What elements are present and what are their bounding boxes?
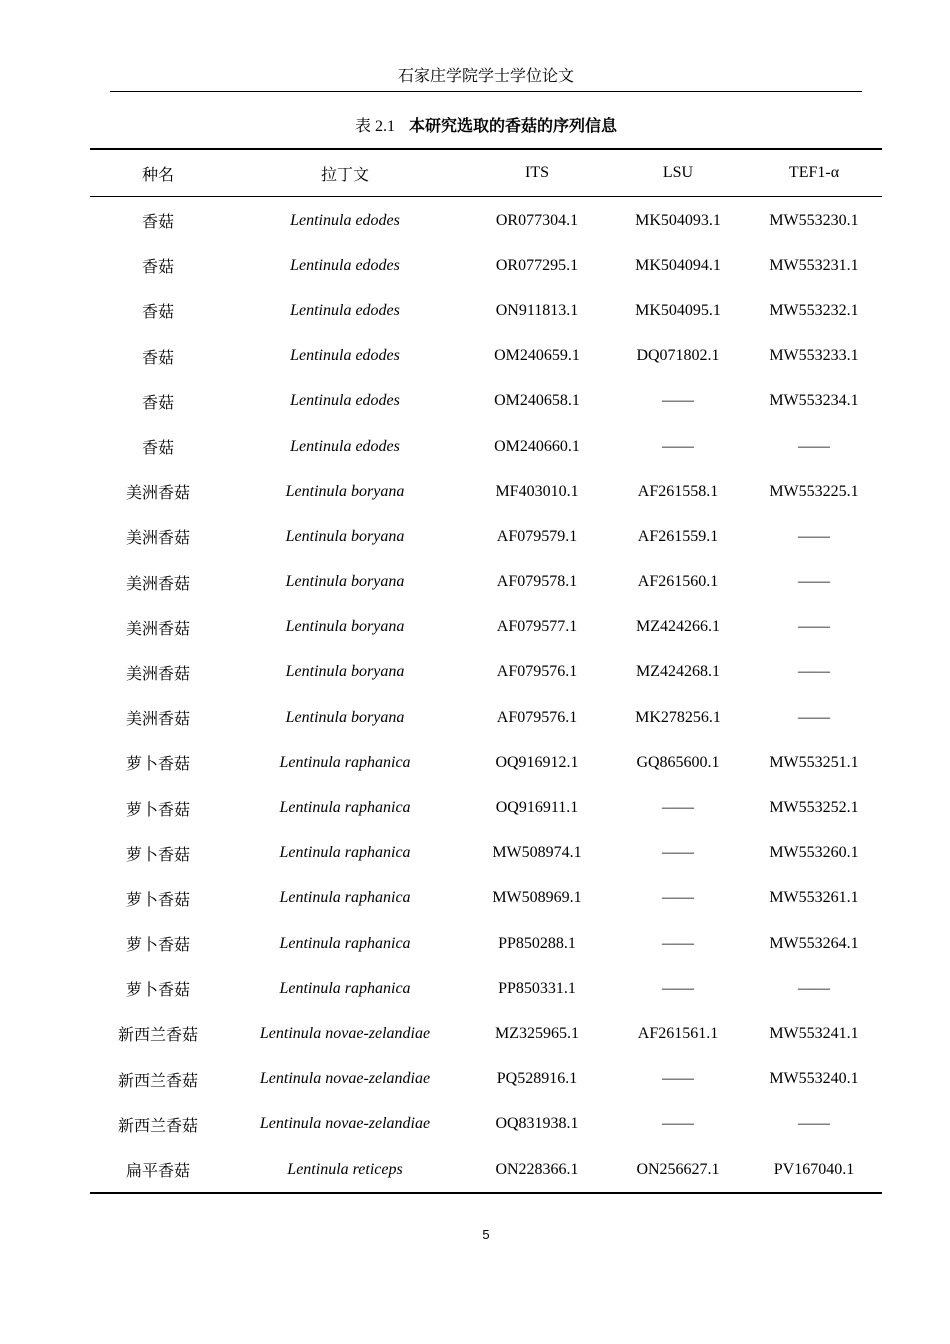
table-row	[90, 650, 882, 695]
its-cell: PP850288.1	[498, 934, 576, 952]
latin-name-cell: Lentinula edodes	[290, 256, 400, 274]
lsu-cell: AF261561.1	[637, 1024, 719, 1042]
latin-name-cell: Lentinula boryana	[285, 708, 405, 726]
tef1-cell: MW553225.1	[769, 482, 859, 500]
lsu-cell: ——	[662, 437, 694, 455]
tef1-cell: MW553232.1	[769, 301, 859, 319]
lsu-cell: MK278256.1	[635, 708, 721, 726]
table-row	[90, 334, 882, 379]
species-cell: 香菇	[141, 259, 174, 277]
its-cell: OM240659.1	[494, 347, 580, 365]
species-cell: 萝卜香菇	[125, 801, 190, 819]
tef1-cell: MW553251.1	[769, 753, 859, 771]
lsu-cell: ——	[662, 392, 694, 410]
lsu-cell: ON256627.1	[636, 1160, 720, 1178]
table-row	[90, 695, 882, 740]
latin-name-cell: Lentinula raphanica	[279, 799, 411, 817]
column-header-lsu: LSU	[610, 149, 746, 197]
lsu-cell: ——	[662, 1070, 694, 1088]
lsu-cell: ——	[662, 844, 694, 862]
its-cell: AF079576.1	[496, 708, 578, 726]
column-header-tef1: TEF1-α	[746, 149, 882, 197]
table-row	[90, 379, 882, 424]
species-cell: 美洲香菇	[125, 665, 190, 683]
latin-name-cell: Lentinula reticeps	[287, 1160, 403, 1178]
latin-name-cell: Lentinula edodes	[290, 211, 400, 229]
latin-name-cell: Lentinula raphanica	[279, 979, 411, 997]
page-header-title: 石家庄学院学士学位论文	[397, 68, 574, 85]
its-cell: ON911813.1	[495, 301, 579, 319]
species-cell: 美洲香菇	[125, 485, 190, 503]
latin-name-cell: Lentinula raphanica	[279, 934, 411, 952]
its-cell: PQ528916.1	[496, 1070, 578, 1088]
lsu-cell: MZ424266.1	[636, 618, 720, 636]
species-cell: 新西兰香菇	[117, 1072, 198, 1090]
latin-name-cell: Lentinula edodes	[290, 301, 400, 319]
tef1-cell: ——	[798, 437, 830, 455]
table-row	[90, 514, 882, 559]
table-row	[90, 921, 882, 966]
latin-name-cell: Lentinula boryana	[285, 663, 405, 681]
lsu-cell: ——	[662, 979, 694, 997]
tef1-cell: PV167040.1	[773, 1160, 855, 1178]
its-cell: OM240660.1	[494, 437, 580, 455]
table-row	[90, 605, 882, 650]
species-cell: 萝卜香菇	[125, 846, 190, 864]
its-cell: MW508969.1	[492, 889, 582, 907]
table-body	[90, 197, 882, 1194]
its-cell: AF079578.1	[496, 573, 578, 591]
species-cell: 美洲香菇	[125, 620, 190, 638]
latin-name-cell: Lentinula raphanica	[279, 889, 411, 907]
its-cell: MF403010.1	[495, 482, 579, 500]
its-cell: AF079576.1	[496, 663, 578, 681]
lsu-cell: DQ071802.1	[636, 347, 720, 365]
lsu-cell: AF261559.1	[637, 527, 719, 545]
lsu-cell: MK504094.1	[635, 256, 721, 274]
its-cell: OQ916912.1	[495, 753, 579, 771]
column-header-latin: 拉丁文	[226, 149, 464, 197]
tef1-cell: MW553261.1	[769, 889, 859, 907]
species-cell: 新西兰香菇	[117, 1027, 198, 1045]
latin-name-cell: Lentinula edodes	[290, 347, 400, 365]
latin-name-cell: Lentinula edodes	[290, 392, 400, 410]
lsu-cell: AF261560.1	[637, 573, 719, 591]
table-caption	[90, 114, 882, 139]
column-header-species: 种名	[90, 149, 226, 197]
table-row	[90, 560, 882, 605]
table-row	[90, 197, 882, 244]
species-cell: 萝卜香菇	[125, 937, 190, 955]
tef1-cell: MW553240.1	[769, 1070, 859, 1088]
lsu-cell: AF261558.1	[637, 482, 719, 500]
table-caption-number: 表 2.1	[354, 118, 395, 135]
table-row	[90, 740, 882, 785]
tef1-cell: MW553264.1	[769, 934, 859, 952]
its-cell: AF079579.1	[496, 527, 578, 545]
lsu-cell: GQ865600.1	[636, 753, 720, 771]
latin-name-cell: Lentinula boryana	[285, 618, 405, 636]
tef1-cell: MW553230.1	[769, 211, 859, 229]
its-cell: OQ831938.1	[495, 1115, 579, 1133]
table-row	[90, 1057, 882, 1102]
table-row	[90, 424, 882, 469]
tef1-cell: ——	[798, 979, 830, 997]
table-row	[90, 1147, 882, 1193]
sequence-table	[90, 148, 882, 1194]
its-cell: OR077304.1	[495, 211, 579, 229]
tef1-cell: ——	[798, 573, 830, 591]
table-row	[90, 966, 882, 1011]
lsu-cell: MK504093.1	[635, 211, 721, 229]
latin-name-cell: Lentinula novae-zelandiae	[259, 1070, 431, 1088]
lsu-cell: ——	[662, 889, 694, 907]
its-cell: OR077295.1	[495, 256, 579, 274]
latin-name-cell: Lentinula raphanica	[279, 844, 411, 862]
lsu-cell: ——	[662, 1115, 694, 1133]
latin-name-cell: Lentinula edodes	[290, 437, 400, 455]
tef1-cell: ——	[798, 618, 830, 636]
species-cell: 香菇	[141, 394, 174, 412]
table-row	[90, 243, 882, 288]
latin-name-cell: Lentinula raphanica	[279, 753, 411, 771]
tef1-cell: MW553241.1	[769, 1024, 859, 1042]
column-header-its: ITS	[464, 149, 610, 197]
its-cell: PP850331.1	[498, 979, 576, 997]
its-cell: MW508974.1	[492, 844, 582, 862]
tef1-cell: MW553231.1	[769, 256, 859, 274]
species-cell: 香菇	[141, 304, 174, 322]
table-row	[90, 876, 882, 921]
latin-name-cell: Lentinula boryana	[285, 527, 405, 545]
header-divider	[110, 91, 862, 92]
tef1-cell: ——	[798, 708, 830, 726]
table-header-row	[90, 149, 882, 197]
its-cell: AF079577.1	[496, 618, 578, 636]
table-row	[90, 831, 882, 876]
its-cell: MZ325965.1	[495, 1024, 579, 1042]
species-cell: 扁平香菇	[125, 1163, 190, 1181]
page-number: 5	[482, 1227, 490, 1242]
latin-name-cell: Lentinula novae-zelandiae	[259, 1115, 431, 1133]
table-row	[90, 1102, 882, 1147]
table-row	[90, 288, 882, 333]
lsu-cell: ——	[662, 934, 694, 952]
species-cell: 美洲香菇	[125, 711, 190, 729]
tef1-cell: MW553260.1	[769, 844, 859, 862]
latin-name-cell: Lentinula boryana	[285, 573, 405, 591]
species-cell: 美洲香菇	[125, 530, 190, 548]
latin-name-cell: Lentinula boryana	[285, 482, 405, 500]
its-cell: ON228366.1	[495, 1160, 579, 1178]
species-cell: 萝卜香菇	[125, 756, 190, 774]
table-caption-title: 本研究选取的香菇的序列信息	[409, 116, 618, 135]
tef1-cell: ——	[798, 1115, 830, 1133]
latin-name-cell: Lentinula novae-zelandiae	[259, 1024, 431, 1042]
species-cell: 萝卜香菇	[125, 982, 190, 1000]
tef1-cell: MW553234.1	[769, 392, 859, 410]
its-cell: OQ916911.1	[495, 799, 579, 817]
lsu-cell: MZ424268.1	[636, 663, 720, 681]
table-row	[90, 785, 882, 830]
species-cell: 香菇	[141, 349, 174, 367]
table-row	[90, 1011, 882, 1056]
species-cell: 新西兰香菇	[117, 1117, 198, 1135]
tef1-cell: MW553252.1	[769, 799, 859, 817]
lsu-cell: MK504095.1	[635, 301, 721, 319]
species-cell: 美洲香菇	[125, 575, 190, 593]
species-cell: 香菇	[141, 214, 174, 232]
tef1-cell: ——	[798, 527, 830, 545]
table-row	[90, 469, 882, 514]
species-cell: 萝卜香菇	[125, 891, 190, 909]
species-cell: 香菇	[141, 440, 174, 458]
its-cell: OM240658.1	[494, 392, 580, 410]
tef1-cell: MW553233.1	[769, 347, 859, 365]
lsu-cell: ——	[662, 799, 694, 817]
tef1-cell: ——	[798, 663, 830, 681]
